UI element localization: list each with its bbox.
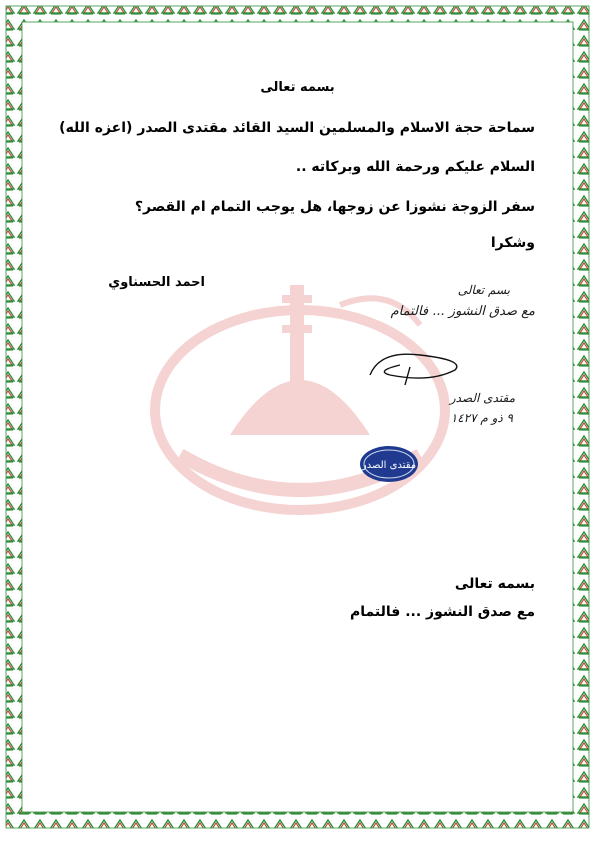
official-seal <box>358 444 420 488</box>
reply-basmala: بسمه تعالى <box>454 576 535 592</box>
addressee-line: سماحة حجة الاسلام والمسلمين السيد القائد مقتدى الصدر (اعزه الله) <box>59 120 535 136</box>
handwritten-signature-name: مقتدى الصدر <box>449 391 515 405</box>
thanks-line: وشكرا <box>490 235 535 251</box>
signature-scribble-icon <box>360 345 470 390</box>
reply-answer: مع صدق النشوز ... فالتمام <box>350 604 535 620</box>
handwritten-basmala: بسم تعالى <box>457 283 510 297</box>
seal-icon <box>358 444 420 484</box>
question-line: سفر الزوجة نشوزا عن زوجها، هل يوجب التمام ام القصر؟ <box>134 199 535 215</box>
seal-text: مقتدى الصدر <box>361 460 417 471</box>
greeting-line: السلام عليكم ورحمة الله وبركاته .. <box>295 159 535 175</box>
handwritten-date: ٩ ذو م ١٤٢٧ <box>450 411 513 425</box>
letter-basmala: بسمه تعالى <box>260 80 335 95</box>
handwritten-answer: مع صدق النشوز ... فالتمام <box>390 304 535 319</box>
sender-name: احمد الحسناوي <box>108 275 205 290</box>
